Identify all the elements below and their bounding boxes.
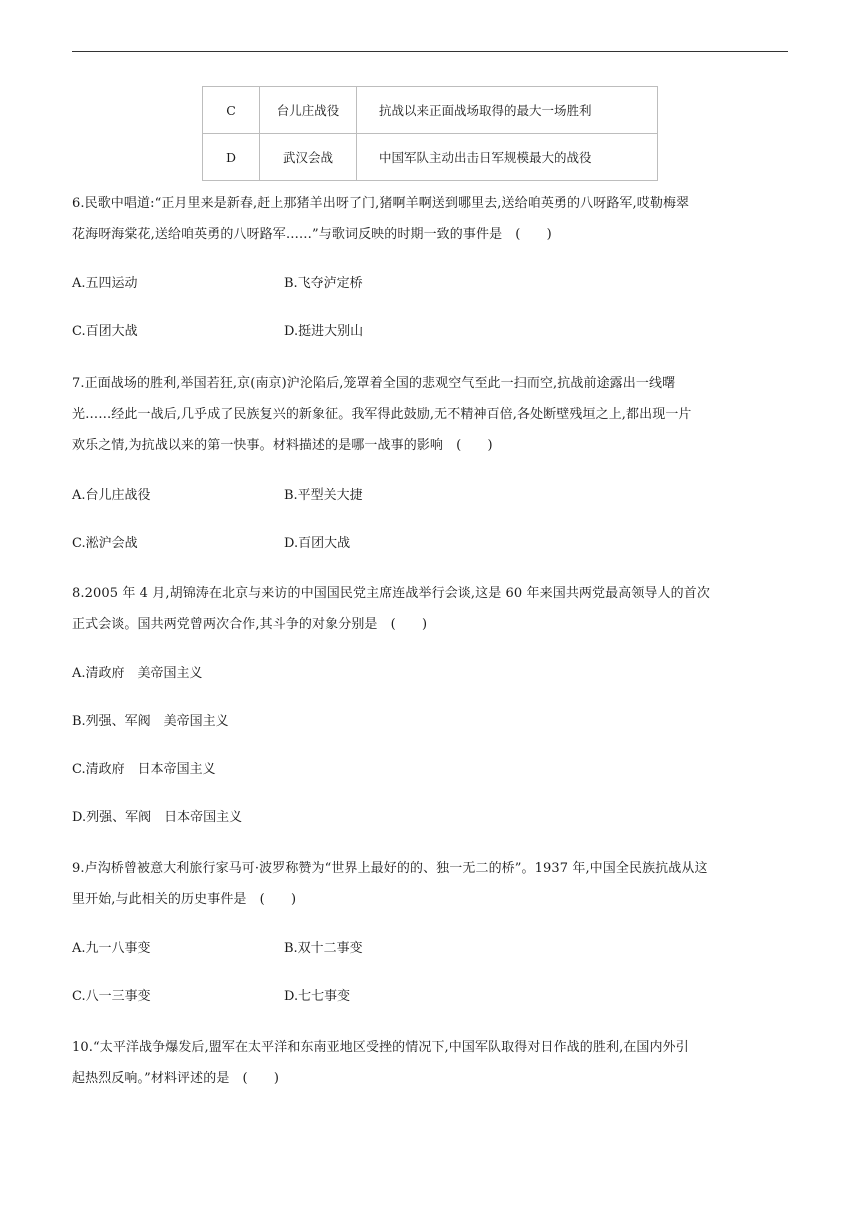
table-cell-description: 抗战以来正面战场取得的最大一场胜利 [357, 87, 658, 134]
q6-option-a[interactable]: A.五四运动 [72, 276, 138, 291]
q6-option-d[interactable]: D.挺进大别山 [284, 324, 364, 339]
question-10-line-2: 起热烈反响。”材料评述的是 ( ) [72, 1071, 280, 1086]
q8-option-c[interactable]: C.清政府 日本帝国主义 [72, 762, 216, 777]
question-9-line-1: 9.卢沟桥曾被意大利旅行家马可·波罗称赞为“世界上最好的的、独一无二的桥”。1937 年,中国全民族抗战从这 [72, 861, 708, 876]
question-7-line-1: 7.正面战场的胜利,举国若狂,京(南京)沪沦陷后,笼罩着全国的悲观空气至此一扫而空,抗战前途露出一线曙 [72, 376, 676, 391]
q8-option-a[interactable]: A.清政府 美帝国主义 [72, 666, 203, 681]
header-rule [72, 51, 788, 52]
q7-option-a[interactable]: A.台儿庄战役 [72, 488, 151, 503]
q9-option-d[interactable]: D.七七事变 [284, 989, 351, 1004]
answer-option-table [202, 86, 658, 181]
table-row [203, 87, 658, 134]
question-8-line-2: 正式会谈。国共两党曾两次合作,其斗争的对象分别是 ( ) [72, 617, 428, 632]
q9-option-c[interactable]: C.八一三事变 [72, 989, 151, 1004]
question-9-stem [72, 853, 802, 915]
q7-option-b[interactable]: B.平型关大捷 [284, 488, 363, 503]
q7-option-c[interactable]: C.淞沪会战 [72, 536, 138, 551]
q8-option-d[interactable]: D.列强、军阀 日本帝国主义 [72, 810, 243, 825]
q9-option-b[interactable]: B.双十二事变 [284, 941, 363, 956]
q6-option-c[interactable]: C.百团大战 [72, 324, 138, 339]
table-cell-letter: C [203, 87, 260, 134]
question-7-line-2: 光……经此一战后,几乎成了民族复兴的新象征。我军得此鼓励,无不精神百倍,各处断壁残垣之上,都出现一片 [72, 407, 692, 422]
question-7-stem [72, 368, 802, 461]
question-10-stem [72, 1032, 802, 1094]
table-row [203, 134, 658, 181]
table-cell-battle: 武汉会战 [260, 134, 357, 181]
table-cell-description: 中国军队主动出击日军规模最大的战役 [357, 134, 658, 181]
q9-option-a[interactable]: A.九一八事变 [72, 941, 151, 956]
question-9-line-2: 里开始,与此相关的历史事件是 ( ) [72, 892, 297, 907]
question-6-stem [72, 188, 802, 250]
question-8-line-1: 8.2005 年 4 月,胡锦涛在北京与来访的中国国民党主席连战举行会谈,这是 60 年来国共两党最高领导人的首次 [72, 586, 710, 601]
question-10-line-1: 10.“太平洋战争爆发后,盟军在太平洋和东南亚地区受挫的情况下,中国军队取得对日作战的胜利,在国内外引 [72, 1040, 689, 1055]
table-cell-battle: 台儿庄战役 [260, 87, 357, 134]
question-6-line-1: 6.民歌中唱道:“正月里来是新春,赶上那猪羊出呀了门,猪啊羊啊送到哪里去,送给咱英勇的八呀路军,哎勒梅翠 [72, 196, 690, 211]
question-7-line-3: 欢乐之情,为抗战以来的第一快事。材料描述的是哪一战事的影响 ( ) [72, 438, 493, 453]
question-6-line-2: 花海呀海棠花,送给咱英勇的八呀路军……”与歌词反映的时期一致的事件是 ( ) [72, 227, 552, 242]
q8-option-b[interactable]: B.列强、军阀 美帝国主义 [72, 714, 229, 729]
q7-option-d[interactable]: D.百团大战 [284, 536, 351, 551]
question-8-stem [72, 578, 802, 640]
q6-option-b[interactable]: B.飞夺泸定桥 [284, 276, 363, 291]
table-cell-letter: D [203, 134, 260, 181]
